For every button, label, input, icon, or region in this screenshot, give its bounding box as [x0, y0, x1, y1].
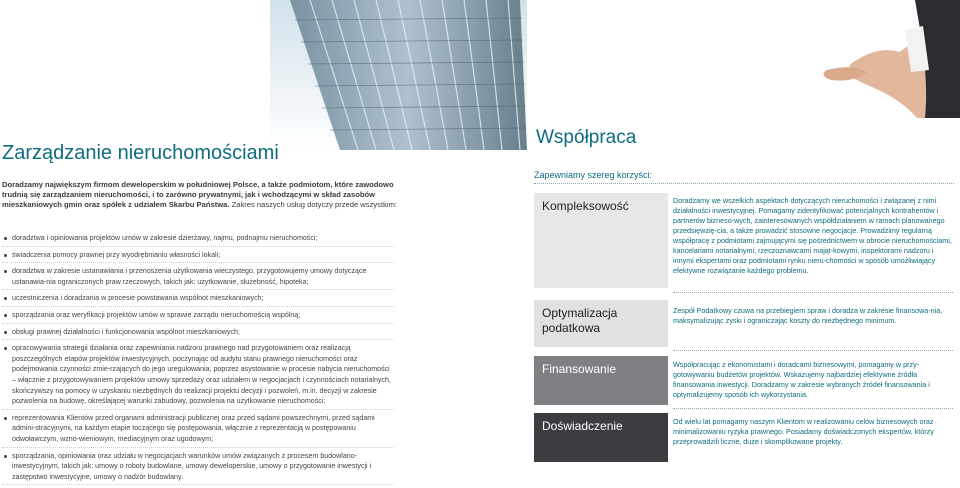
- section-title: Współpraca: [536, 127, 637, 148]
- building-illustration: [270, 0, 527, 150]
- panel-description: Doradzamy we wszelkich aspektach dotyczących nieruchomości i związanej z nimi działalności inwestycyjnej. Pomagamy zidentyfikować potencjalnych kontrahentów i partnerów bizneso-wych, zainteresowanych współdziałaniem w ramach planowanego przedsięwzię-cia, a także prowadzić stosowne negocjacje. Prowadzimy regularną współpracę z podmiotami zajmującymi się pośrednictwem w obrocie nieruchomościami, kancelariami notarialnymi, rzeczoznawcami mająt-kowymi, inspektorami nadzoru i innymi ekspertami oraz podmiotami rynku nieru-chomości w sposób umożliwiający efektywne rozwiązanie każdego problemu.: [673, 196, 952, 275]
- list-item: sporządzania oraz weryfikacji projektów umów w sprawie zarządu nieruchomością wspólną;: [2, 310, 394, 324]
- services-list: [2, 233, 394, 488]
- list-item: opracowywania strategii działania oraz zapewniania nadzoru prawnego nad przygotowaniem oraz realizacją poszczególnych etapów projektów inwestycyjnych, poczynając od audytu stanu prawnego nieruchomości oraz podejmowania czynności zmie-rzających do jego uregulowania, poprzez asystowanie w procesie nabycia nieruchomości – włącznie z przygotowywaniem projektów umowy sprzedaży oraz udziałem w negocjacjach i czynnościach notarialnych, skończywszy na pomocy w uzyskaniu niezbędnych do realizacji projektu decyzji i pozwoleń, m.in. decyzji w zakresie pozwolenia na budowę, określającej warunki zabudowy, pozwolenia na użytkowanie nieruchomości;: [2, 343, 394, 410]
- handshake-photo: [527, 0, 960, 118]
- panel-doswiadczenie: Doświadczenie: [534, 413, 668, 462]
- list-item: doradztwa w zakresie ustanawiania i przenoszenia użytkowania wieczystego, przygotowujemy umowy dotyczące ustanawia-nia ograniczonych praw rzeczowych, takich jak: użytkowanie, służebność, hipoteka;: [2, 266, 394, 290]
- panel-finansowanie: Finansowanie: [534, 356, 668, 405]
- panel-description: Od wielu lat pomagamy naszym Klientom w realizowaniu celów biznesowych oraz minimalizowaniu ryzyka prawnego. Posiadamy doświadczonych ekspertów, którzy przeprowadzili liczne, duże i skomplikowane projekty.: [673, 417, 934, 446]
- right-column: [527, 0, 960, 462]
- panel-description: Współpracując z ekonomistami i doradcami biznesowymi, pomagamy w przy-gotowywaniu budżetów projektów. Wskazujemy najbardziej efektywne źródła finansowania inwestycji. Doradzamy w zakresie wybranych źródeł finansowania i optymalizujemy sposób ich wykorzystania.: [673, 360, 930, 399]
- hand-illustration: [527, 0, 960, 118]
- section-subtitle: Zapewniamy szereg korzyści:: [534, 170, 653, 180]
- intro-paragraph: [2, 180, 397, 210]
- list-item: obsługi prawnej działalności i funkcjonowania wspólnot mieszkaniowych;: [2, 327, 394, 341]
- intro-rest-text: Zakres naszych usług dotyczy przede wszystkim:: [229, 200, 398, 209]
- divider: [673, 350, 953, 351]
- building-photo: [270, 0, 527, 150]
- divider: [534, 183, 954, 184]
- divider: [673, 292, 953, 293]
- panel-description: Zespół Podatkowy czuwa na przebiegiem spraw i doradza w zakresie finansowa-nia, maksymalizując zyski i ograniczając koszty do niezbędnego minimum.: [673, 306, 943, 325]
- divider: [673, 408, 953, 409]
- list-item: uczestniczenia i doradzania w procesie powstawania wspólnot mieszkaniowych;: [2, 293, 394, 307]
- panel-kompleksowosc: Kompleksowość: [534, 193, 668, 288]
- page-title: Zarządzanie nieruchomościami: [2, 142, 279, 164]
- list-item: świadczenia pomocy prawnej przy wyodrębnianiu własności lokali;: [2, 250, 394, 264]
- list-item: reprezentowania Klientów przed organami administracji publicznej oraz przed sądami powszechnymi, przed sądami admini-stracyjnymi, na każdym etapie toczącego się postępowania, włącznie z reprezentacją w postępowaniu odwoławczym, wzno-wieniowym, mediacyjnym oraz ugodowym;: [2, 413, 394, 448]
- list-item: doradztwa i opiniowania projektów umów w zakresie dzierżawy, najmu, podnajmu nieruchomości;: [2, 233, 394, 247]
- list-item: sporządzania, opiniowania oraz udziału w negocjacjach warunków umów związanych z procesem budowlano-inwestycyjnym, takich jak: umowy o roboty budowlane, umowy deweloperskie, umowy o przygotowanie inwestycji i zastępstwo inwestycyjne, umowy o nadzór budowlany.: [2, 451, 394, 486]
- intro-bold-text: Doradzamy największym firmom deweloperskim w południowej Polsce, a także podmiotom, które zawodowo trudnią się zarządzaniem nieruchomości, i to zarówno prywatnymi, jak i wchodzącymi w skład zasobów mieszkaniowych gmin oraz spółek z udziałem Skarbu Państwa.: [2, 180, 394, 209]
- panel-optymalizacja: Optymalizacja podatkowa: [534, 300, 668, 347]
